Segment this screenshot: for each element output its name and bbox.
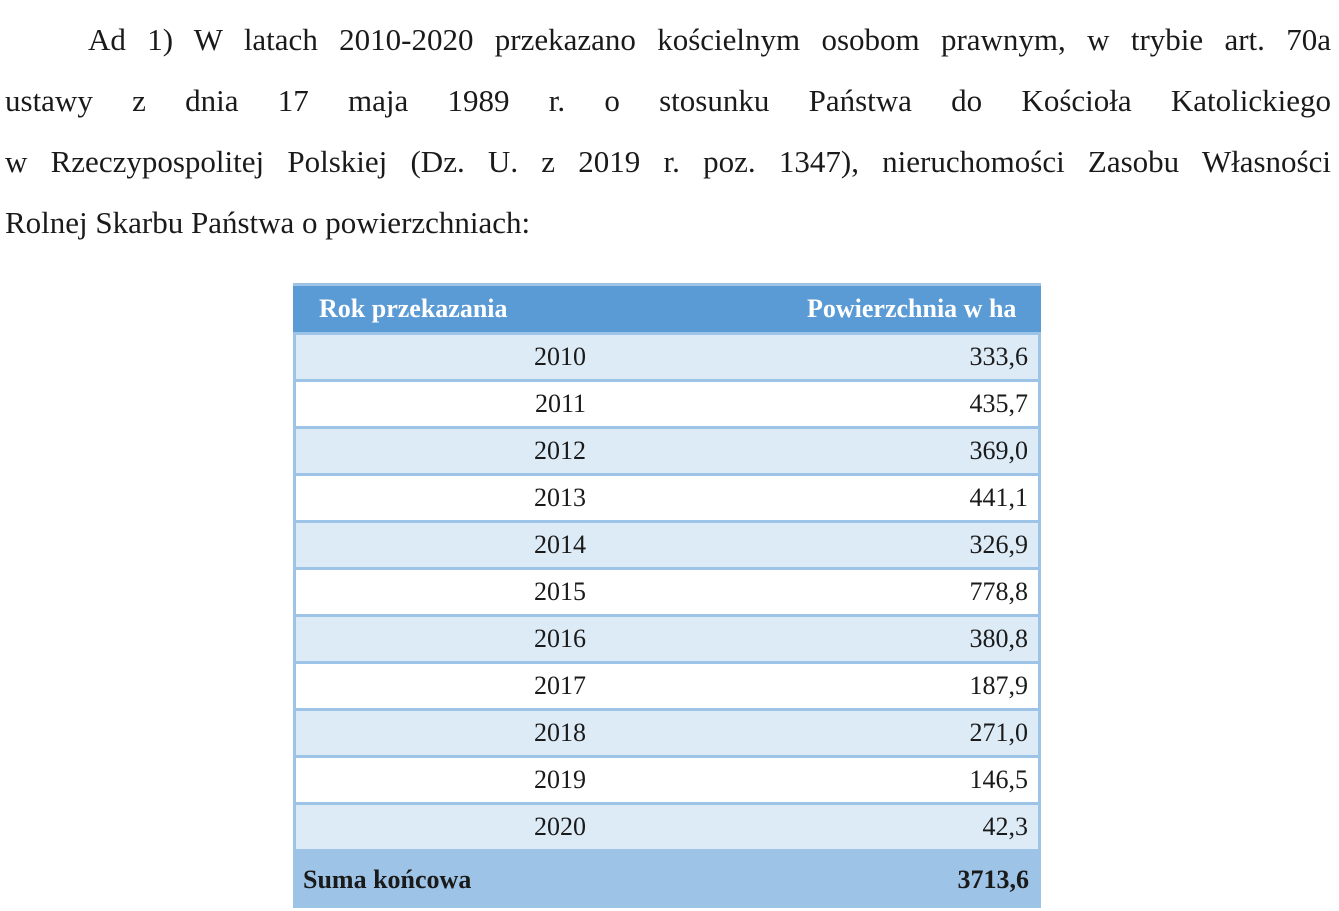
cell-area: 333,6 bbox=[716, 335, 1041, 382]
header-year-label: Rok przekazania bbox=[319, 294, 508, 323]
cell-area: 778,8 bbox=[716, 570, 1041, 617]
cell-year: 2012 bbox=[293, 429, 716, 476]
table-total-row bbox=[293, 852, 1041, 908]
table-row bbox=[293, 335, 1041, 382]
cell-year: 2015 bbox=[293, 570, 716, 617]
cell-area: 435,7 bbox=[716, 382, 1041, 429]
cell-area: 271,0 bbox=[716, 711, 1041, 758]
cell-year: 2020 bbox=[293, 805, 716, 852]
table-row bbox=[293, 429, 1041, 476]
cell-year: 2013 bbox=[293, 476, 716, 523]
header-year bbox=[293, 283, 716, 335]
cell-year: 2010 bbox=[293, 335, 716, 382]
table-row bbox=[293, 617, 1041, 664]
cell-area: 441,1 bbox=[716, 476, 1041, 523]
area-table bbox=[293, 283, 1041, 908]
table-row bbox=[293, 758, 1041, 805]
cell-area: 42,3 bbox=[716, 805, 1041, 852]
cell-area: 187,9 bbox=[716, 664, 1041, 711]
table-row bbox=[293, 664, 1041, 711]
cell-year: 2017 bbox=[293, 664, 716, 711]
table-row bbox=[293, 570, 1041, 617]
cell-area: 380,8 bbox=[716, 617, 1041, 664]
cell-year: 2018 bbox=[293, 711, 716, 758]
table-row bbox=[293, 805, 1041, 852]
cell-area: 369,0 bbox=[716, 429, 1041, 476]
cell-year: 2016 bbox=[293, 617, 716, 664]
paragraph-line-1: Ad 1) W latach 2010-2020 przekazano kościelnym osobom prawnym, w trybie art. 70a bbox=[88, 22, 1331, 57]
table-row bbox=[293, 711, 1041, 758]
cell-year: 2011 bbox=[293, 382, 716, 429]
header-area bbox=[716, 283, 1041, 335]
paragraph-line-4: Rolnej Skarbu Państwa o powierzchniach: bbox=[5, 205, 531, 240]
total-value: 3713,6 bbox=[716, 852, 1041, 908]
table-row bbox=[293, 476, 1041, 523]
cell-area: 326,9 bbox=[716, 523, 1041, 570]
table-row bbox=[293, 523, 1041, 570]
table-row bbox=[293, 382, 1041, 429]
area-table-container bbox=[293, 283, 1041, 908]
cell-year: 2014 bbox=[293, 523, 716, 570]
paragraph-line-2: ustawy z dnia 17 maja 1989 r. o stosunku Państwa do Kościoła Katolickiego bbox=[5, 83, 1331, 118]
table-body bbox=[293, 335, 1041, 852]
cell-year: 2019 bbox=[293, 758, 716, 805]
table-header-row bbox=[293, 283, 1041, 335]
cell-area: 146,5 bbox=[716, 758, 1041, 805]
paragraph-line-3: w Rzeczypospolitej Polskiej (Dz. U. z 2019 r. poz. 1347), nieruchomości Zasobu Własności bbox=[5, 144, 1331, 179]
total-label: Suma końcowa bbox=[293, 852, 716, 908]
header-area-label: Powierzchnia w ha bbox=[807, 294, 1017, 323]
intro-paragraph bbox=[5, 9, 1331, 253]
